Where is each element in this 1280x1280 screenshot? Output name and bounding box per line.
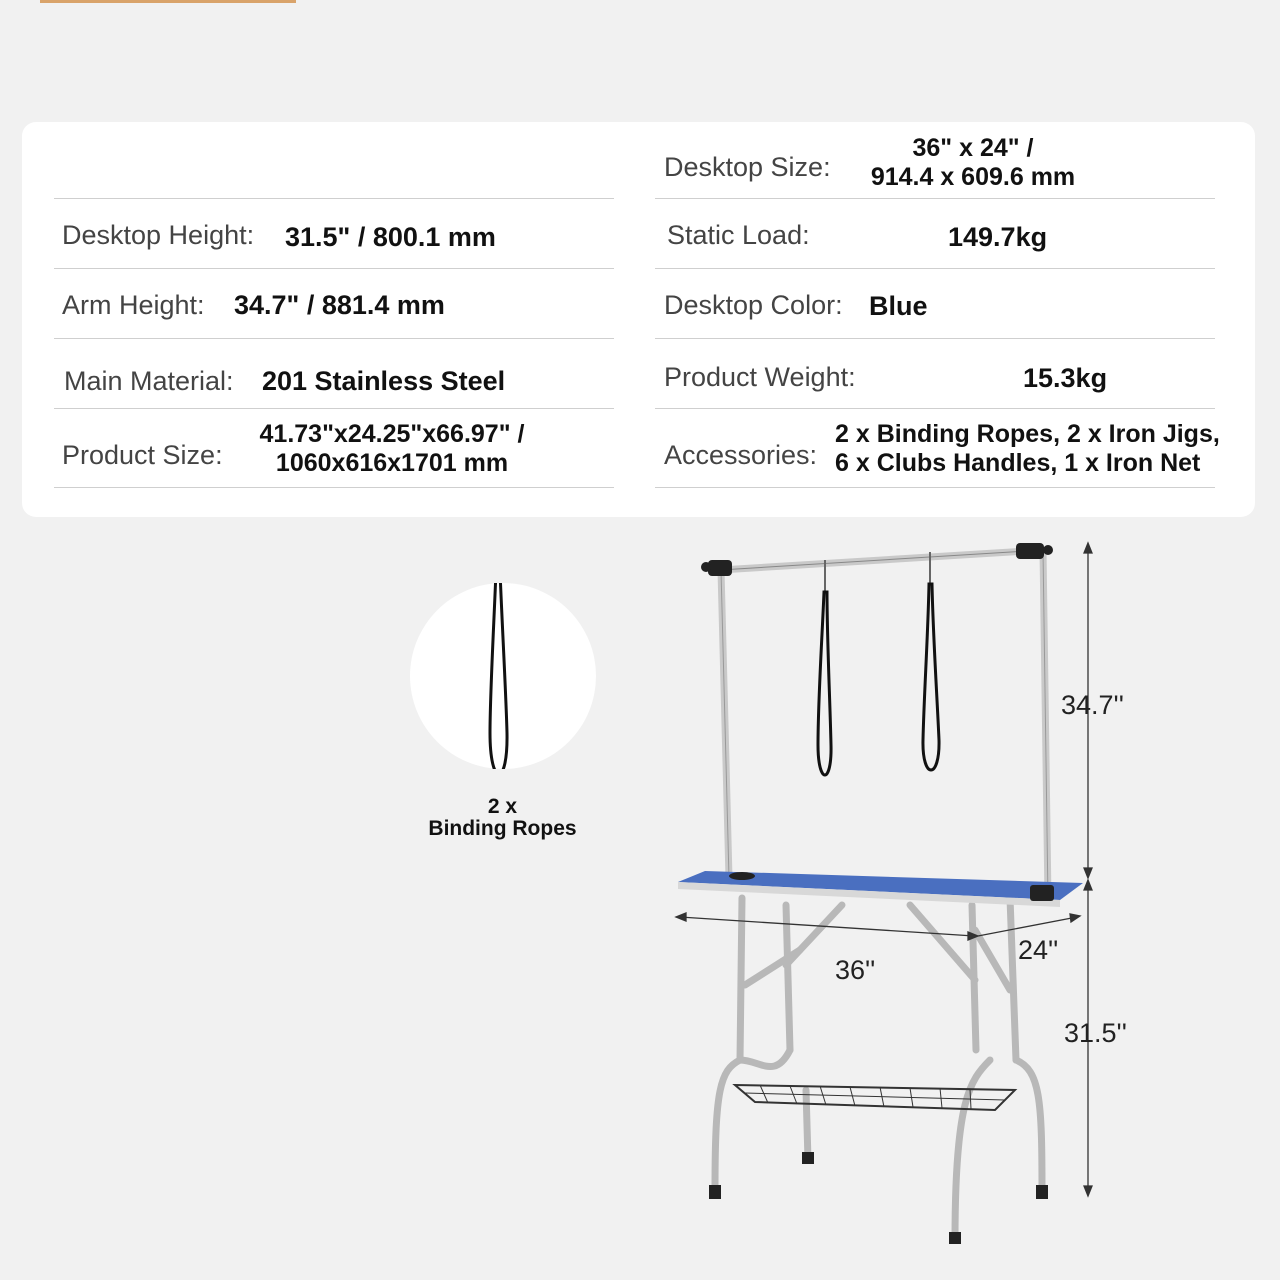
spec-value-line: 41.73"x24.25"x66.97" / xyxy=(259,420,525,448)
spec-value: 31.5" / 800.1 mm xyxy=(285,222,496,252)
spec-label: Product Size: xyxy=(62,440,223,470)
spec-value xyxy=(254,420,530,478)
spec-value: 149.7kg xyxy=(948,222,1048,252)
spec-row-desktop-color xyxy=(655,268,1215,339)
caption-line: Binding Ropes xyxy=(428,817,577,841)
width-dimension: 36'' xyxy=(835,955,876,985)
spec-label: Desktop Color: xyxy=(664,290,843,320)
spec-row-empty xyxy=(54,122,614,199)
spec-row-product-weight xyxy=(655,338,1215,409)
spec-row-product-size xyxy=(54,408,614,488)
spec-value: Blue xyxy=(869,291,928,321)
dimension-lines xyxy=(676,543,1092,1196)
spec-value-line: 1060x616x1701 mm xyxy=(275,448,509,477)
spec-value xyxy=(835,420,1220,478)
top-accent-bar xyxy=(40,0,296,3)
spec-label: Desktop Size: xyxy=(664,152,831,182)
spec-value-line: 2 x Binding Ropes, 2 x Iron Jigs, xyxy=(835,420,1220,448)
clamp-icon xyxy=(1030,885,1054,901)
spec-label: Static Load: xyxy=(667,220,810,250)
spec-label: Accessories: xyxy=(664,440,818,470)
spec-value-line: 6 x Clubs Handles, 1 x Iron Net xyxy=(835,448,1201,477)
spec-value-line: 914.4 x 609.6 mm xyxy=(870,162,1076,191)
spec-label: Product Weight: xyxy=(664,362,856,392)
grooming-table-illustration xyxy=(600,530,1200,1250)
spec-value xyxy=(863,134,1083,192)
spec-value-line: 36" x 24" / xyxy=(912,134,1034,162)
spec-label: Main Material: xyxy=(64,366,234,396)
spec-row-desktop-size xyxy=(655,122,1215,199)
binding-rope-icon xyxy=(410,583,596,769)
binding-rope-badge xyxy=(410,583,596,769)
desk-height-dimension: 31.5'' xyxy=(1064,1018,1127,1048)
spec-label: Arm Height: xyxy=(62,290,205,320)
clamp-icon xyxy=(708,560,732,576)
spec-card xyxy=(22,122,1255,517)
caption-line: 2 x xyxy=(487,795,518,818)
clamp-icon xyxy=(1016,543,1044,559)
spec-row-accessories xyxy=(655,408,1220,488)
spec-value: 34.7" / 881.4 mm xyxy=(234,290,445,320)
spec-row-main-material xyxy=(54,338,614,409)
noose-left xyxy=(818,592,831,775)
spec-row-desktop-height xyxy=(54,198,614,269)
noose-right xyxy=(923,584,939,770)
iron-net-basket xyxy=(735,1085,1015,1110)
table-legs xyxy=(715,898,1042,1240)
spec-value: 201 Stainless Steel xyxy=(262,366,506,396)
spec-row-arm-height xyxy=(54,268,614,339)
spec-value: 15.3kg xyxy=(1023,363,1108,393)
arm-height-dimension: 34.7'' xyxy=(1061,690,1124,720)
depth-dimension: 24'' xyxy=(1018,935,1059,965)
spec-row-static-load xyxy=(655,198,1215,269)
binding-rope-caption xyxy=(400,796,605,840)
spec-label: Desktop Height: xyxy=(62,220,255,250)
